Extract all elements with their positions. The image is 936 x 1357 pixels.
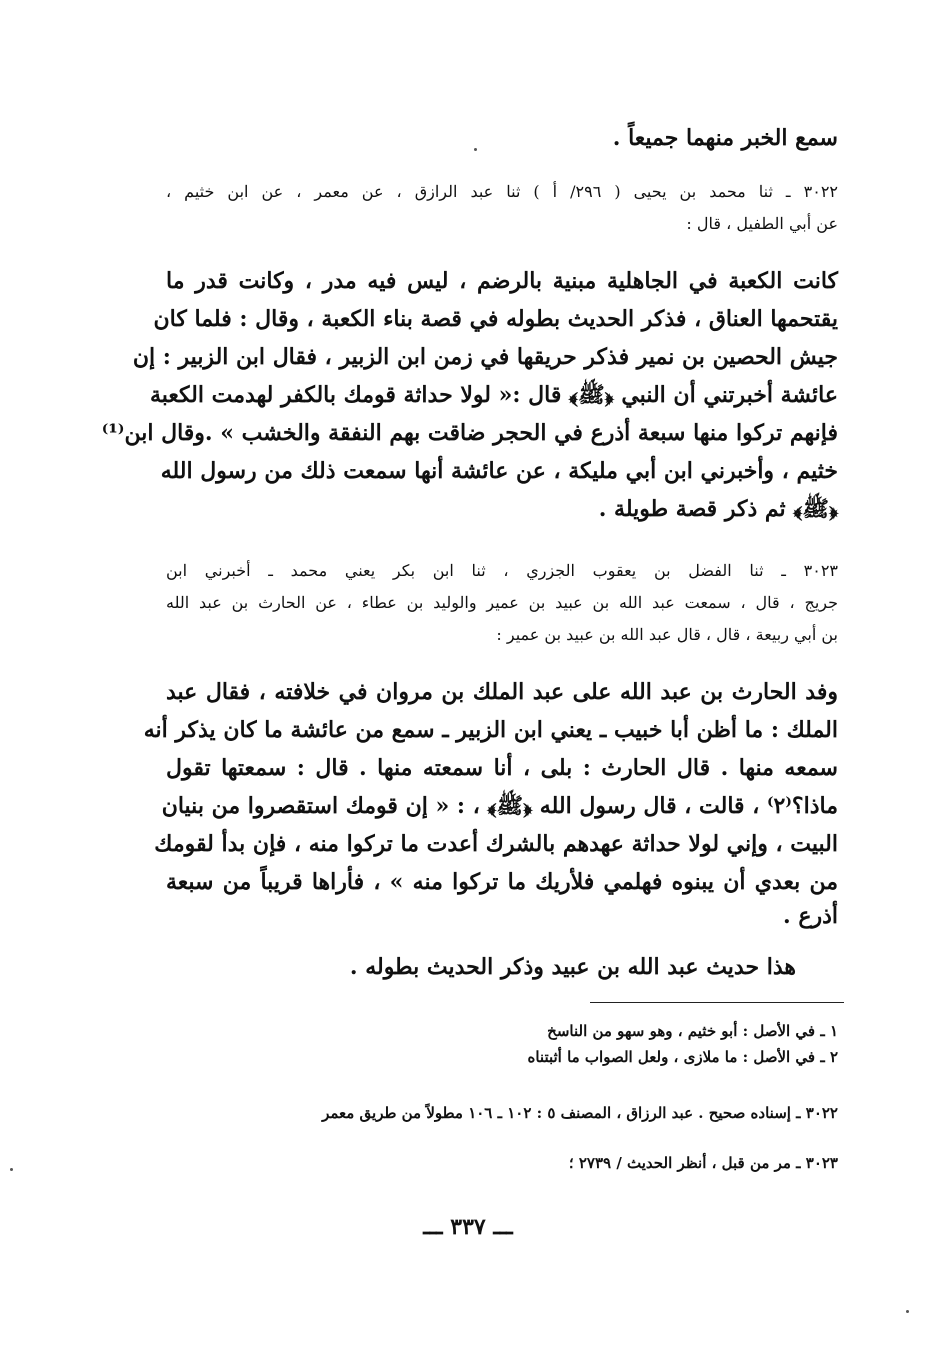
takhrij-line: ٣٠٢٢ ـ إسناده صحيح . عبد الرزاق ، المصنف ٥ : ١٠٢ ـ ١٠٦ مطولاً من طريق معمر (322, 1104, 838, 1122)
closing-text: هذا حديث عبد الله بن عبيد وذكر الحديث بطوله . (349, 954, 796, 980)
matn-line: وفد الحارث بن عبد الله على عبد الملك بن مروان في خلافته ، فقال عبد (166, 679, 838, 705)
matn-line: ماذا؟⁽٢⁾ ، قالت ، قال رسول الله ﴿ﷺ﴾ ، : « إن قومك استقصروا من بنيان (161, 793, 838, 819)
takhrij-note-3022 (166, 1100, 838, 1126)
matn-line: أذرع . (783, 903, 838, 929)
hadith-3023-matn (143, 673, 838, 931)
page-number: ـــ ٣٣٧ ـــ (423, 1214, 513, 1240)
matn-line: من بعدي أن يبنوه فهلمي فلأريك ما تركوا منه » ، فأراها قريباً من سبعة (166, 869, 838, 895)
matn-line: ﴿ﷺ﴾ ثم ذكر قصة طويلة . (598, 496, 838, 522)
carryover-line (166, 118, 838, 158)
matn-line: الملك : ما أظن أبا خبيب ـ يعني ابن الزبير ـ سمع من عائشة ما كان يذكر أنه (143, 717, 838, 743)
isnad-line: عن أبي الطفيل ، قال : (686, 214, 838, 233)
takhrij-line: ٣٠٢٣ ـ مر من قبل ، أنظر الحديث / ٢٧٣٩ ؛ (568, 1154, 838, 1172)
matn-line: عائشة أخبرتني أن النبي ﴿ﷺ﴾ قال :« لولا حداثة قومك بالكفر لهدمت الكعبة (149, 382, 838, 408)
isnad-line: بن أبي ربيعة ، قال ، قال عبد الله بن عبيد بن عمير : (496, 625, 838, 644)
matn-line: سمعه منها . قال الحارث : بلى ، أنا سمعته منها . قال : سمعتها تقول (166, 755, 838, 781)
hadith-3022-matn (101, 262, 838, 528)
matn-line: البيت ، وإني لولا حداثة عهدهم بالشرك أعدت ما تركوا منه ، فإن بدأ لقومك (154, 831, 838, 857)
matn-line: كانت الكعبة في الجاهلية مبنية بالرضم ، ليس فيه مدر ، وكانت قدر ما (166, 268, 838, 294)
matn-line: جيش الحصين بن نمير فذكر حريقها في زمن ابن الزبير ، فقال ابن الزبير : إن (132, 344, 838, 370)
footnote-2: ٢ ـ في الأصل : ما ملازى ، ولعل الصواب ما أثبتناه (527, 1048, 838, 1066)
matn-line: فإنهم تركوا منها سبعة أذرع في الحجر ضاقت بهم النفقة والخشب » .وقال ابن⁽¹⁾ (101, 420, 838, 446)
scan-speck (474, 148, 477, 151)
footnotes (166, 1018, 838, 1070)
isnad-line: ٣٠٢٣ ـ ثنا الفضل بن يعقوب الجزري ، ثنا ابن بكر يعني محمد ـ أخبرني ابن (166, 561, 838, 580)
scan-speck (10, 1168, 13, 1171)
hadith-3022-isnad (166, 176, 838, 240)
scan-speck (906, 1310, 909, 1313)
takhrij-note-3023 (166, 1150, 838, 1176)
hadith-3023-closing (166, 948, 796, 986)
footnote-divider (590, 1002, 844, 1003)
isnad-line: ٣٠٢٢ ـ ثنا محمد بن يحيى ( ٢٩٦/ أ ) ثنا عبد الرازق ، عن معمر ، عن ابن خثيم ، (166, 182, 839, 201)
hadith-3023-isnad (166, 555, 838, 651)
matn-line: يقتحمها العناق ، فذكر الحديث بطوله في قصة بناء الكعبة ، وقال : فلما كان (153, 306, 838, 332)
carryover-text: سمع الخبر منهما جميعاً . (612, 125, 838, 151)
isnad-line: جريج ، قال ، سمعت عبد الله بن عبيد بن عمير والوليد بن عطاء ، عن الحارث بن عبد الله (166, 593, 838, 612)
matn-line: خثيم ، وأخبرني ابن أبي مليكة ، عن عائشة أنها سمعت ذلك من رسول الله (160, 458, 838, 484)
footnote-1: ١ ـ في الأصل : أبو خثيم ، وهو سهو من الناسخ (547, 1022, 838, 1040)
